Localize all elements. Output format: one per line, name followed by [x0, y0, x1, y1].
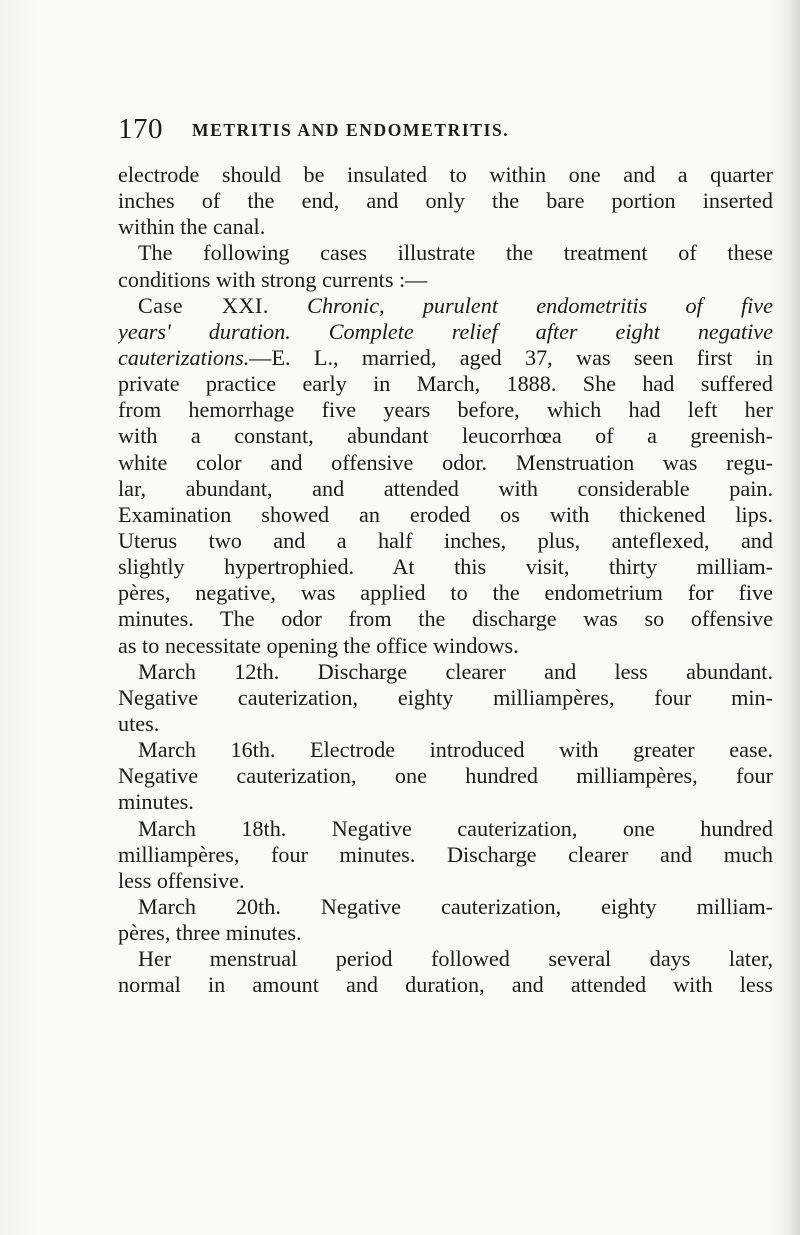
case-intro: —E. L., married, aged 37, was seen first in	[249, 344, 773, 370]
text-line: within the canal.	[118, 214, 266, 240]
case-label: Case XXI.	[138, 292, 269, 318]
page-header	[118, 113, 773, 153]
running-head: METRITIS AND ENDOMETRITIS.	[192, 120, 510, 140]
text-line: normal in amount and duration, and attended with less	[118, 972, 773, 998]
text-line: March 16th. Electrode introduced with greater ease.	[138, 737, 773, 763]
text-line: March 12th. Discharge clearer and less abundant.	[138, 658, 773, 684]
page-number: 170	[118, 113, 163, 145]
text-line: lar, abundant, and attended with considerable pain.	[118, 475, 773, 501]
text-line: Examination showed an eroded os with thickened lips.	[118, 501, 773, 527]
case-heading-line	[118, 319, 773, 345]
text-line: Negative cauterization, eighty milliampères, four min-	[118, 684, 773, 710]
text-line: less offensive.	[118, 867, 245, 893]
text-line: March 20th. Negative cauterization, eighty milliam-	[138, 893, 773, 919]
text-line: as to necessitate opening the office windows.	[118, 632, 519, 658]
text-line: private practice early in March, 1888. She had suffered	[118, 371, 773, 397]
case-heading-line	[118, 345, 773, 371]
text-line: March 18th. Negative cauterization, one hundred	[138, 815, 773, 841]
text-line: minutes.	[118, 789, 194, 815]
text-line: from hemorrhage five years before, which had left her	[118, 397, 773, 423]
text-line: pères, three minutes.	[118, 920, 302, 946]
text-line: The following cases illustrate the treatment of these	[138, 240, 773, 266]
text-line: electrode should be insulated to within one and a quarter	[118, 162, 773, 187]
case-title: Chronic, purulent endometritis of five	[307, 292, 773, 318]
text-line: with a constant, abundant leucorrhœa of a greenish-	[118, 423, 773, 449]
text-line: utes.	[118, 710, 160, 736]
case-heading-line	[118, 293, 773, 319]
text-line: milliampères, four minutes. Discharge clearer and much	[118, 841, 773, 867]
text-line: pères, negative, was applied to the endometrium for five	[118, 580, 773, 606]
text-line: Negative cauterization, one hundred milliampères, four	[118, 763, 773, 789]
text-line: minutes. The odor from the discharge was so offensive	[118, 606, 773, 632]
text-line: white color and offensive odor. Menstruation was regu-	[118, 449, 773, 475]
text-line: slightly hypertrophied. At this visit, thirty milliam-	[118, 554, 773, 580]
text-line: inches of the end, and only the bare portion inserted	[118, 188, 773, 214]
text-line: Uterus two and a half inches, plus, anteflexed, and	[118, 527, 773, 553]
text-line: conditions with strong currents :—	[118, 266, 428, 292]
case-title: years' duration. Complete relief after eight negative	[118, 318, 773, 344]
text-line: Her menstrual period followed several days later,	[138, 946, 773, 972]
case-title: cauterizations.	[118, 344, 250, 370]
body-text	[118, 162, 773, 999]
